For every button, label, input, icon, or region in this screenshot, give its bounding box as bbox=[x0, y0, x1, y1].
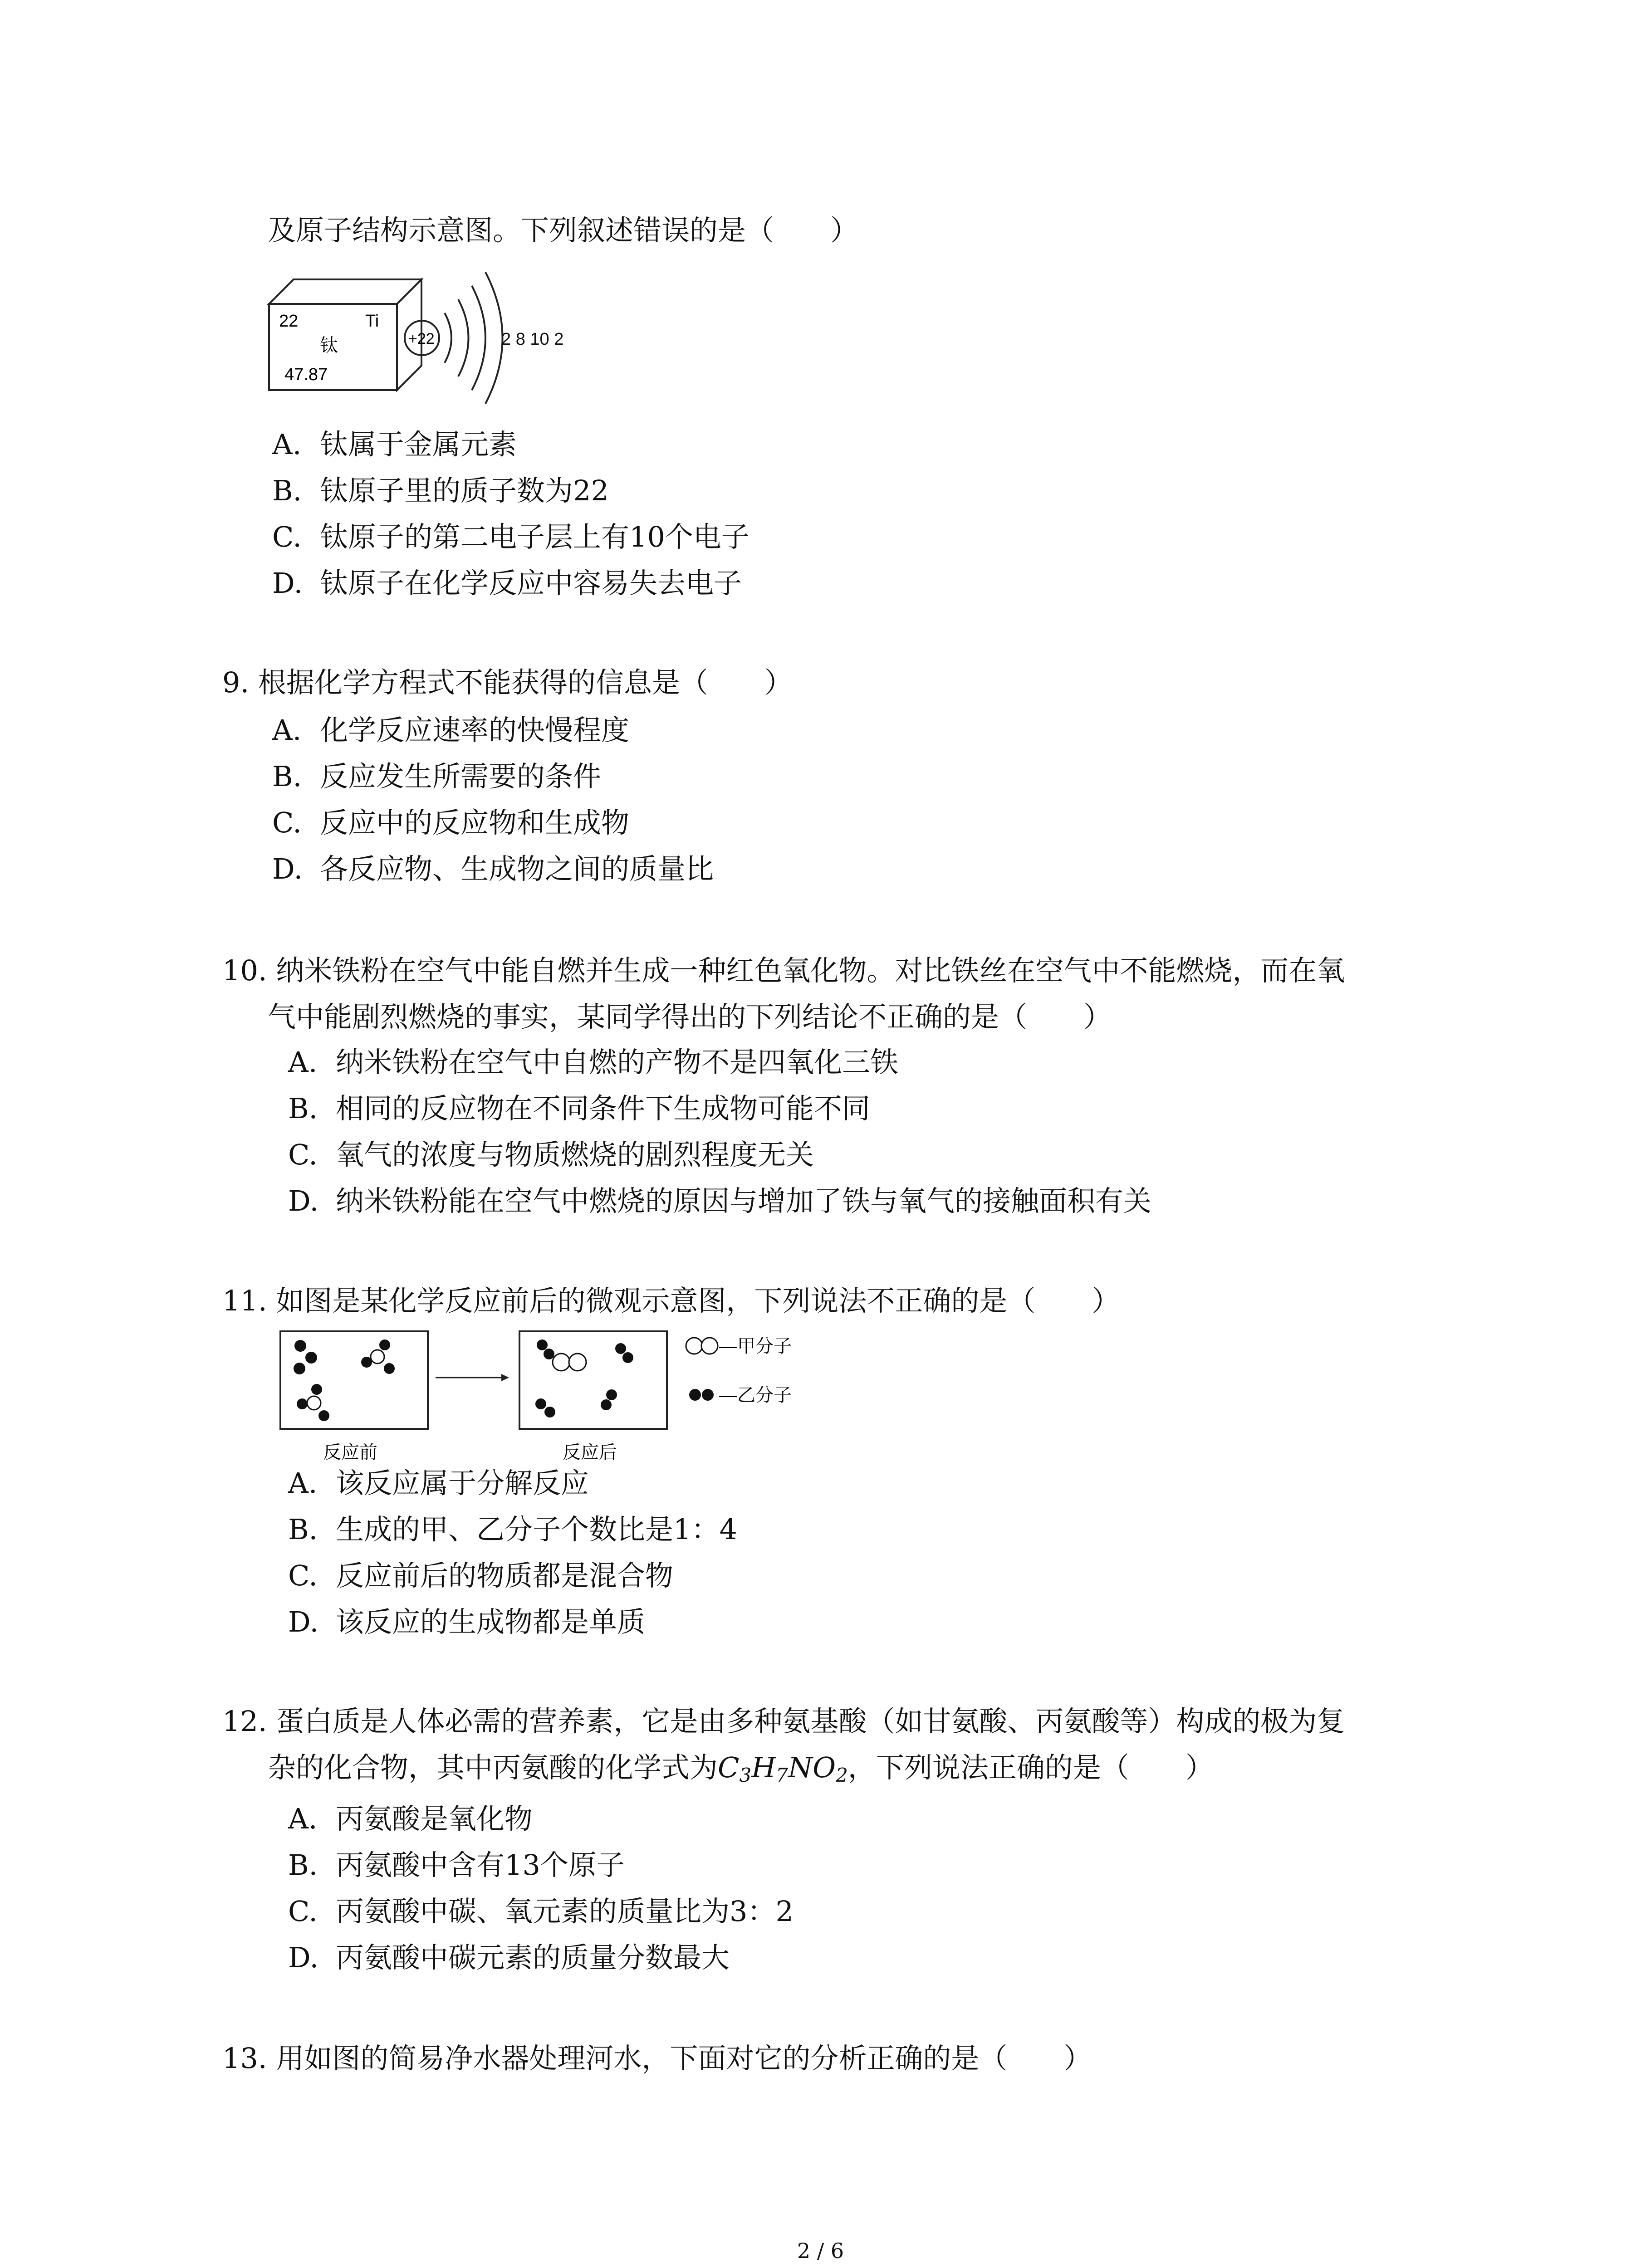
q11-option-d: D. 该反应的生成物都是单质 bbox=[288, 1605, 646, 1638]
before-label: 反应前 bbox=[323, 1442, 377, 1462]
q12-stem-line1: 12. 蛋白质是人体必需的营养素，它是由多种氨基酸（如甘氨酸、丙氨酸等）构成的极为复 bbox=[222, 1705, 1345, 1738]
q10-stem-line1: 10. 纳米铁粉在空气中能自燃并生成一种红色氧化物。对比铁丝在空气中不能燃烧，而在氧 bbox=[222, 954, 1345, 987]
q11-stem: 11. 如图是某化学反应前后的微观示意图，下列说法不正确的是（ ） bbox=[222, 1284, 1120, 1317]
q8-stem-tail: 及原子结构示意图。下列叙述错误的是（ ） bbox=[268, 214, 859, 247]
q12-option-d: D. 丙氨酸中碳元素的质量分数最大 bbox=[288, 1941, 730, 1974]
micro-reaction-diagram bbox=[272, 1327, 885, 1476]
yi-molecule-after-2 bbox=[615, 1343, 633, 1363]
q9-stem: 9. 根据化学方程式不能获得的信息是（ ） bbox=[222, 666, 793, 699]
q8-option-c: C. 钛原子的第二电子层上有10个电子 bbox=[272, 520, 749, 553]
yi-molecule-after-3 bbox=[535, 1398, 555, 1418]
molecule-before-2 bbox=[361, 1339, 395, 1374]
legend-jia: —甲分子 bbox=[719, 1336, 792, 1356]
molecule-before-1 bbox=[294, 1340, 317, 1374]
q9-option-a: A. 化学反应速率的快慢程度 bbox=[272, 714, 630, 747]
q10-option-d: D. 纳米铁粉能在空气中燃烧的原因与增加了铁与氧气的接触面积有关 bbox=[288, 1184, 1152, 1217]
page-number: 2 / 6 bbox=[797, 2239, 844, 2263]
q8-option-a: A. 钛属于金属元素 bbox=[272, 428, 517, 461]
nucleus-charge: +22 bbox=[408, 330, 435, 347]
q12-option-b: B. 丙氨酸中含有13个原子 bbox=[288, 1848, 625, 1882]
q10-option-c: C. 氧气的浓度与物质燃烧的剧烈程度无关 bbox=[288, 1138, 814, 1171]
q10-stem-line2: 气中能剧烈燃烧的事实，某同学得出的下列结论不正确的是（ ） bbox=[268, 1000, 1112, 1033]
q8-option-d: D. 钛原子在化学反应中容易失去电子 bbox=[272, 567, 742, 600]
q11-option-b: B. 生成的甲、乙分子个数比是1：4 bbox=[288, 1513, 737, 1546]
element-symbol: Ti bbox=[365, 312, 379, 331]
electron-shells: 2 8 10 2 bbox=[501, 330, 564, 349]
molecule-before-3 bbox=[297, 1384, 329, 1421]
q9-option-c: C. 反应中的反应物和生成物 bbox=[272, 806, 630, 839]
q10-option-b: B. 相同的反应物在不同条件下生成物可能不同 bbox=[288, 1092, 871, 1125]
atomic-number: 22 bbox=[279, 312, 299, 331]
q9-option-d: D. 各反应物、生成物之间的质量比 bbox=[272, 852, 714, 885]
q11-option-c: C. 反应前后的物质都是混合物 bbox=[288, 1559, 674, 1592]
q12-stem-line2: 杂的化合物，其中丙氨酸的化学式为$C_3H_7NO_2$，下列说法正确的是（ ） bbox=[268, 1751, 1214, 1786]
alanine-formula: $C_3H_7NO_2$ bbox=[718, 1751, 848, 1786]
q9-option-b: B. 反应发生所需要的条件 bbox=[272, 760, 602, 793]
yi-molecule-after-1 bbox=[537, 1339, 554, 1359]
q13-stem: 13. 用如图的简易净水器处理河水，下面对它的分析正确的是（ ） bbox=[222, 2042, 1092, 2075]
element-name: 钛 bbox=[320, 336, 338, 356]
jia-molecule-after bbox=[553, 1354, 586, 1371]
atomic-structure-diagram bbox=[395, 259, 513, 422]
q12-option-c: C. 丙氨酸中碳、氧元素的质量比为3：2 bbox=[288, 1895, 794, 1928]
q10-option-a: A. 纳米铁粉在空气中自燃的产物不是四氧化三铁 bbox=[288, 1046, 899, 1079]
legend-yi: —乙分子 bbox=[719, 1385, 792, 1405]
q12-option-a: A. 丙氨酸是氧化物 bbox=[288, 1802, 533, 1835]
q11-option-a: A. 该反应属于分解反应 bbox=[288, 1466, 589, 1500]
yi-molecule-after-4 bbox=[601, 1389, 617, 1410]
atomic-mass: 47.87 bbox=[284, 365, 328, 384]
q8-option-b: B. 钛原子里的质子数为22 bbox=[272, 474, 609, 507]
after-label: 反应后 bbox=[563, 1442, 617, 1462]
